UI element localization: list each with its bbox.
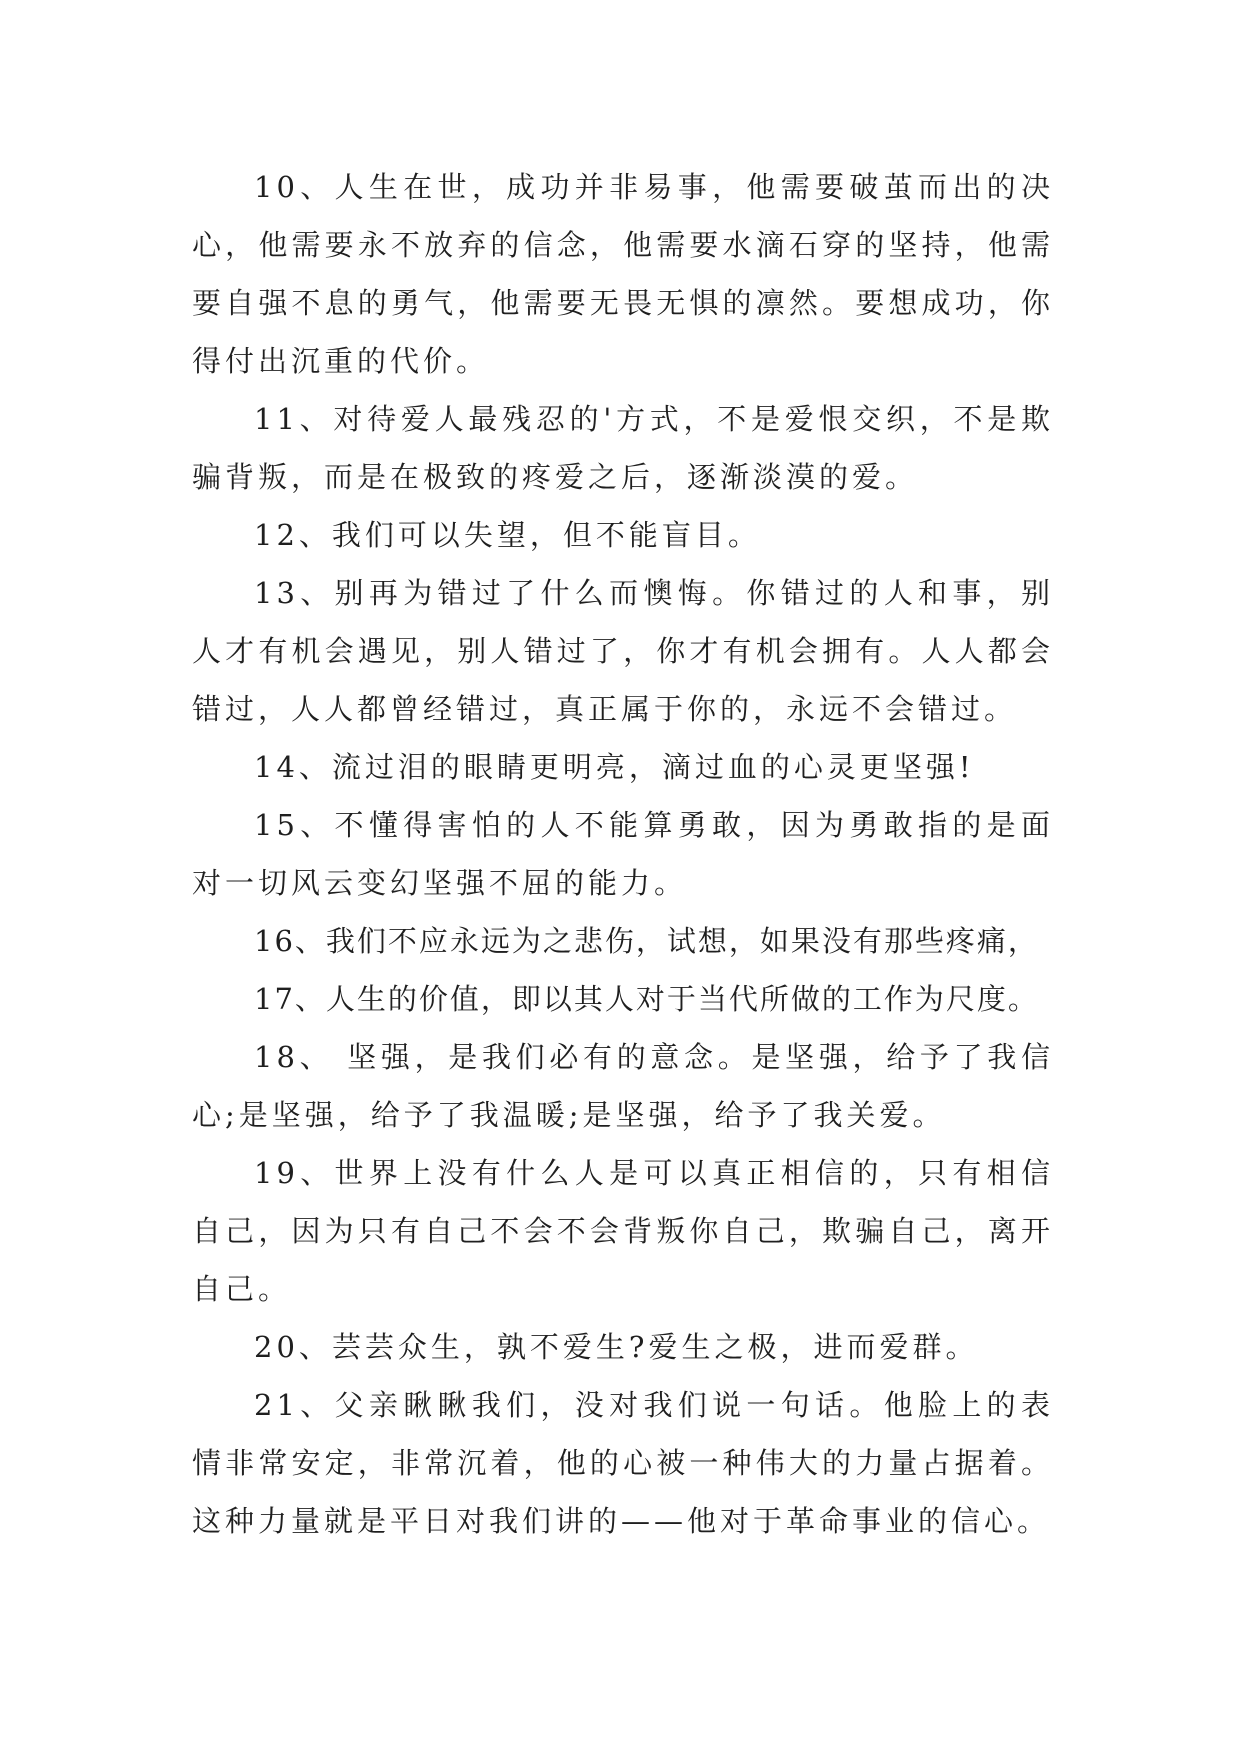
document-body	[192, 158, 1054, 1550]
paragraph-16: 16、我们不应永远为之悲伤，试想，如果没有那些疼痛，	[254, 924, 1039, 958]
paragraph-12: 12、我们可以失望，但不能盲目。	[254, 518, 761, 552]
paragraph-21: 21、父亲瞅瞅我们，没对我们说一句话。他脸上的表情非常安定，非常沉着，他的心被一种伟大的力量占据着。这种力量就是平日对我们讲的——他对于革命事业的信心。	[192, 1388, 1054, 1538]
paragraph-20: 20、芸芸众生，孰不爱生?爱生之极，进而爱群。	[254, 1330, 979, 1364]
paragraph-19: 19、世界上没有什么人是可以真正相信的，只有相信自己，因为只有自己不会不会背叛你自己，欺骗自己，离开自己。	[192, 1156, 1054, 1306]
paragraph-11: 11、对待爱人最残忍的'方式，不是爱恨交织，不是欺骗背叛，而是在极致的疼爱之后，逐渐淡漠的爱。	[192, 402, 1054, 494]
paragraph-13: 13、别再为错过了什么而懊悔。你错过的人和事，别人才有机会遇见，别人错过了，你才有机会拥有。人人都会错过，人人都曾经错过，真正属于你的，永远不会错过。	[192, 576, 1054, 726]
paragraph-15: 15、不懂得害怕的人不能算勇敢，因为勇敢指的是面对一切风云变幻坚强不屈的能力。	[192, 808, 1054, 900]
paragraph-14: 14、流过泪的眼睛更明亮，滴过血的心灵更坚强!	[254, 750, 975, 784]
paragraph-17: 17、人生的价值，即以其人对于当代所做的工作为尺度。	[254, 982, 1039, 1016]
paragraph-10: 10、人生在世，成功并非易事，他需要破茧而出的决心，他需要永不放弃的信念，他需要水滴石穿的坚持，他需要自强不息的勇气，他需要无畏无惧的凛然。要想成功，你得付出沉重的代价。	[192, 170, 1054, 378]
paragraph-18: 18、 坚强，是我们必有的意念。是坚强，给予了我信心;是坚强，给予了我温暖;是坚强，给予了我关爱。	[192, 1040, 1054, 1132]
